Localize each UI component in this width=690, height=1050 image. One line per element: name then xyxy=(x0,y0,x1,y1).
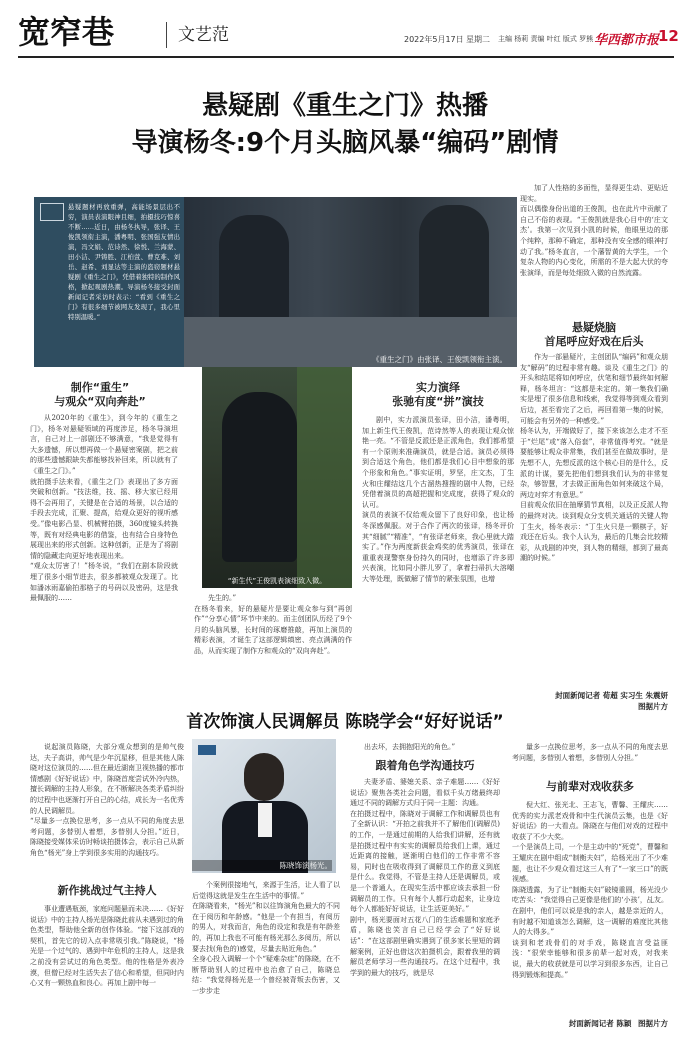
chen-photo xyxy=(192,739,336,873)
staff-credits: 主编 杨莉 责编 叶红 版式 罗熊 xyxy=(498,35,594,43)
chen-headline: 首次饰演人民调解员 陈晓学会“好好说话” xyxy=(186,712,504,732)
chen-col3-body2: 夫妻矛盾、婆媳关系、亲子难题……《好好说话》聚焦各类社会问题，看似千头万绪最终却通过不同的调解方式归于同一主题：沟通。 在拍摄过程中，陈晓对于调解工作和调解员也有了全新认识：“开拍之前我并不了解他们(调解员)的工作，一是通过前期的人给我们讲解，还有就是拍摄过程中有实实的调解员给我们上课，通过近距离的接触，逐渐明白他们的工作非常不容易，同时也在吸收得到了调解员工作的意义到底是什么。我觉得，不管是主持人还是调解员，或是一个普通人，在现实生活中都应该去承担一份调解员的工作。只有每个人都行动起来，让身边每个人都能好好说话，让生活更美好。” 剧中，杨光要面对五花八门的生活难题和家庭矛盾，陈晓也笑言自己已经学会了“好好说话”：“在这部剧里确实遇到了很多家长里短的调解案例，正好也借这次拍摄机会，跟着我里的调解员老师学习一些沟通技巧。在这个过程中，我学到的最大的技巧，就是尽 xyxy=(350,778,500,977)
right-title-line-1: 悬疑烧脑 xyxy=(572,321,616,334)
center-column-text xyxy=(362,415,514,703)
top-photo-caption: 《重生之门》由张译、王俊凯领衔主演。 xyxy=(372,355,507,364)
section-name: 宽窄巷 xyxy=(18,13,115,51)
chen-col4-text xyxy=(512,742,668,778)
chen-col4-body: 量多一点换位思考，多一点从不同的角度去思考问题，多替别人着想，多替别人分担。” xyxy=(512,743,668,762)
mid-article-body: 先生的。” 在杨冬看来，好的悬疑片是要让观众参与到“再创作”“分享心情”环节中来的。而主创团队历经了9个月的头脑风暴，长时间的琢磨推敲，再加上演员的精彩表演，才诞生了这部逻辑缜密、亮点满满的作品，从而实现了制作方和观众的“双向奔赴”。 xyxy=(194,594,352,655)
chen-col3-text2 xyxy=(350,777,500,1041)
mid-photo xyxy=(202,367,352,588)
chen-col2-text xyxy=(192,880,340,1040)
right-byline-photo: 图据片方 xyxy=(638,702,668,711)
quote-mark-icon xyxy=(40,203,64,221)
foliage-decoration xyxy=(297,367,352,588)
right-article-body-top: 加了人性格的多面性，显得更生动、更贴近现实。 而以偶像身份出道的王俊凯，也在此片中贡献了自己不俗的表现。“王俊凯就是我心目中的‘庄文杰’。我第一次见到小凯的时候，他眼里边的那个纯粹，那种不确定，那种没有安全感的眼神打动了我。”杨冬直言，一个藩智黄的大学生，一个复杂人物的内心变化，所需的不是大起大伏的夸张演绎，而是每处细致入微的自然流露。 xyxy=(520,184,668,277)
paper-logo: 华西都市报 xyxy=(594,33,660,48)
chen-col1-subtitle: 新作挑战过气主持人 xyxy=(57,884,157,897)
chen-col4-body2: 倪大红、张光北、王志飞，曹馨、王耀庆……优秀的实力派老戏骨和中生代演员云集，也是《好好说话》的一大看点。陈晓在与他们对戏的过程中收获了不少大奖。 一个是演员上司，一个是主动中的“死党”，曹馨和王耀庆在剧中组成“制衡夫妇”，给杨光出了不少难题，也让不少观众看过这三人有了“一家三口”的既视感。 陈晓透露，为了让“制衡夫妇”破镜重圆，杨光没少吃苦头：“我觉得自己更像是他们的‘小孩’，乩友。在剧中，他们可以说是我的亲人，越是亲近的人，有时越不知道该怎么调解，这一调解的难度比其他人的大得多。” 谈到和老戏骨们的对手戏，陈晓直言受益匪浅：“很荣幸能够和很多前辈一起对戏，对我来说，最大的收获就是可以学习到很多东西，让自己得到锻炼和提高。” xyxy=(512,801,668,979)
chen-col1-body2: 事业遭遇瓶颈，家庭问题悬而未决……《好好说话》中的主持人杨光是陈晓此前从未遇到过的角色类型，帮助他全新的创作体验。“接下这部戏的契机，首先它的切入点非常吸引我。”陈晓说，“杨光是一个过气的、遇到中年危机的主持人，这是我之前没有尝试过的角色类型。他的性格是外表冷漠，但僧已经对生活失去了信心和希望，但同时内心又有一颗热血和良心。再加上剧中每一 xyxy=(30,905,184,988)
left-section-title xyxy=(30,381,170,409)
center-section-title xyxy=(362,381,514,409)
right-section-title xyxy=(520,321,668,349)
chen-byline-reporter-text: 封面新闻记者 陈颖 xyxy=(568,1019,632,1028)
top-photo xyxy=(184,197,517,367)
left-title-line-2: 与观众“双向奔赴” xyxy=(54,395,146,408)
chen-col4-subtitle: 与前辈对戏收获多 xyxy=(546,780,634,793)
lead-text: 悬疑题材再放重弹，高能场景层出不穷，演员表演眼神且细，拍摄技巧惊喜不断……近日，由杨冬执导，张译、王俊凯领衔主演，潘粤明、张国强友情出演，冯文娟、范诗然、徐悦、兰海蒙、田小洁、尹铸胜、江柏萱、曹克难、刘岳、赵希、刘显达等主演的盗窃题材悬疑剧《重生之门》，凭借着独特的制作风格，掀起观剧热潮。导演杨冬接受封面新闻记者采访时表示：“看到《重生之门》有很多细节被网友发现了，我心里特别温暖。” xyxy=(68,203,180,321)
actor-head xyxy=(244,753,284,801)
main-headline xyxy=(20,88,670,162)
right-article-body-bottom: 作为一部悬疑片，主创团队“编码”和观众朋友“解码”的过程非常有趣。谈及《重生之门》的开头和结尾将如何呼应，伏笔和细节最终如何解释，杨冬坦言：“这都是未定的。第一集我们确实是埋了很多信息和线索，我觉得等到观众看到后边，甚至看完了之后，再回看第一集的时候，可能会有另外的一种感受。” 杨冬认为，开端做好了，接下来该怎么走才不至于“烂尾”或“落入俗套”，非常值得考究。“就是要能够让观众非常集，我们甚至在做故事时，是先想不人，先想反派的这个核心目的是什么，反派的计谋，要先把他们想到我们认为的非常复杂，够智慧，才去做正面角色如何来破这个局，两边对弈才有意思。” 目前观众依旧在抽摩猜节真相，以及正反派人物的最终对决。谈到观众分支机关通话的关键人物丁生火，杨冬表示：“丁生火只是一颗棋子，好戏还在后头。我个人认为，最后的几集会比较精彩，从戏剧的冲突，到人物的精细，都到了最高潮的时候。” xyxy=(520,353,668,563)
center-title-line-1: 实力演绎 xyxy=(416,381,460,394)
chen-col1-text xyxy=(30,742,184,878)
chen-byline-photo-text: 图据片方 xyxy=(638,1019,668,1028)
mid-bottom-text xyxy=(194,593,352,703)
mid-photo-caption: “新生代”王俊凯表演细致入微。 xyxy=(227,577,327,585)
chen-col2-body: 个案例很接地气，来源于生活，让人看了以后觉得这就是发生在生活中的事情。” 在陈晓看来，“杨光”和以往饰演角色最大的不同在于阅历和年龄感。“他是一个有担当，有阅历的男人，对我而言，角色的设定和我是有年龄差的，再加上我也不可能有杨光那么多阅历，所以要去找(角色的)感觉，尽量去贴近角色。” 全身心投入调解一个个“疑难杂症”的陈晓，在不断帮助别人的过程中也治愈了自己，陈晓总结：“我觉得杨光是一个曾经被背叛去伤害，又一步步走 xyxy=(192,881,340,995)
page-number: 12 xyxy=(658,27,679,45)
chen-col1-body: 说起演员陈晓，大部分观众想到的是帅气俊达，夫子高讲，帅气是少年沉星移，但是其他人陈晓对这位演员的……但在最近湖南卫视热播的都市情感剧《好好说话》中，陈晓首度尝试外冷内热，擅长调解的主持人形象，在不断解决各类矛盾纠纷的过程中也逐渐打开自己的心结，成长为一名优秀的人民调解员。 “尽量多一点换位思考，多一点从不同的角度去思考问题，多替别人着想，多替别人分担。”近日，陈晓接受媒体采访时畅谈拍摄体会，表示自己从新角色“杨光”身上学到很多实用的沟通技巧。 xyxy=(30,743,184,857)
chen-photo-caption: 陈晓饰演杨光。 xyxy=(192,860,332,871)
right-column-bottom-text xyxy=(520,352,668,690)
issue-weekday: 星期二 xyxy=(466,35,490,44)
headline-line-2: 导演杨冬:9个月头脑风暴“编码”剧情 xyxy=(131,128,559,158)
left-column-text xyxy=(30,413,178,701)
chen-col3-subtitle: 跟着角色学沟通技巧 xyxy=(375,759,475,772)
section-divider xyxy=(166,22,167,48)
actor-shirt xyxy=(258,803,272,837)
right-byline-reporter: 封面新闻记者 荀超 实习生 朱震妍 xyxy=(555,691,668,700)
chen-col4-text2 xyxy=(512,800,668,1014)
issue-date: 2022年5月17日 xyxy=(404,35,464,44)
chen-col3-text xyxy=(350,742,500,756)
studio-logo-icon xyxy=(198,745,216,755)
chen-col1-text2 xyxy=(30,904,184,1040)
masthead xyxy=(18,12,679,68)
header-rule xyxy=(18,56,674,58)
headline-line-1: 悬疑剧《重生之门》热播 xyxy=(201,91,488,121)
right-title-line-2: 首尾呼应好戏在后头 xyxy=(544,335,644,348)
center-title-line-2: 张驰有度“拼”演技 xyxy=(392,395,484,408)
actor-figure-right xyxy=(419,205,489,335)
chen-byline-reporter xyxy=(512,1018,668,1029)
actor-figure-mid xyxy=(222,392,297,562)
right-column-top-text xyxy=(520,183,668,319)
center-article-body: 剧中，实力派演员张译，田小洁，潘粤明，加上新生代王俊凯，范诗然等人的表现让观众惊艳一亮。“不管是反派还是正派角色，我们都希望有一个原则来准确演员，就是合适。演员必须得到合适这个角色，他们都是我们心目中想象的那个形象和角色。”事实证明，罗坚，庄文杰，丁生火和庄耀结这几个古溜热搜搜的剧中人物，已经凭借着演员的高超把握和完成度，获得了观众的认可。 演员的表演不仅给观众留下了良好印象，也让杨冬深感佩服。对于合作了两次的张译，杨冬评价其“细腻”“精准”，“有张译老师来，我心里就大踏实了。”作为两度新获金鸡奖的优秀演员，张译在重重表现警察身份持久的同时，也增添了许多即兴表演，比如同小胖儿罗了，拿着扫帚扒大溶嘲大等处理，既做解了情节的紧张氛围，也增 xyxy=(362,416,514,583)
left-article-body: 从2020年的《重生》，到今年的《重生之门》，杨冬对悬疑领域的再度涉足，杨冬导演坦言，自己对上一部剧还不够满意，“我是觉得有大多遗憾，所以想再做一个悬疑密案剧，把之前的那些遗憾跟缺失都能够找补回来，所以就有了《重生之门》。” 就拍摄手法来看，《重生之门》表现出了多方面突破和创新。“技法维，技、摇、移大家已经用得不会再用了，关键是在合适的场景，以合适的手段去完成，汇聚、提高，给观众更好的视听感受。”像电影凸显、机械臂拍摄，360度镜头转换等，既有对经典电影的借鉴，也有结合自身特色展现出来的形式创新。这种创新，正是为了将剧情的隐藏走向更好地表现出来。 “观众太厉害了！”杨冬说，“我们在剧本阶段就埋了很多小细节进去，很多都被观众发现了。比如潘冰雨嘉偷拍那格子的号码以及密码，这是我最佩服的…… xyxy=(30,414,178,603)
chen-col3-body: 出去坏，去拥抱阳光的角色。” xyxy=(364,743,456,751)
lead-box xyxy=(34,197,184,367)
sub-section-name: 文艺范 xyxy=(178,25,229,45)
left-title-line-1: 制作“重生” xyxy=(70,381,130,394)
actor-figure-left xyxy=(219,215,289,325)
